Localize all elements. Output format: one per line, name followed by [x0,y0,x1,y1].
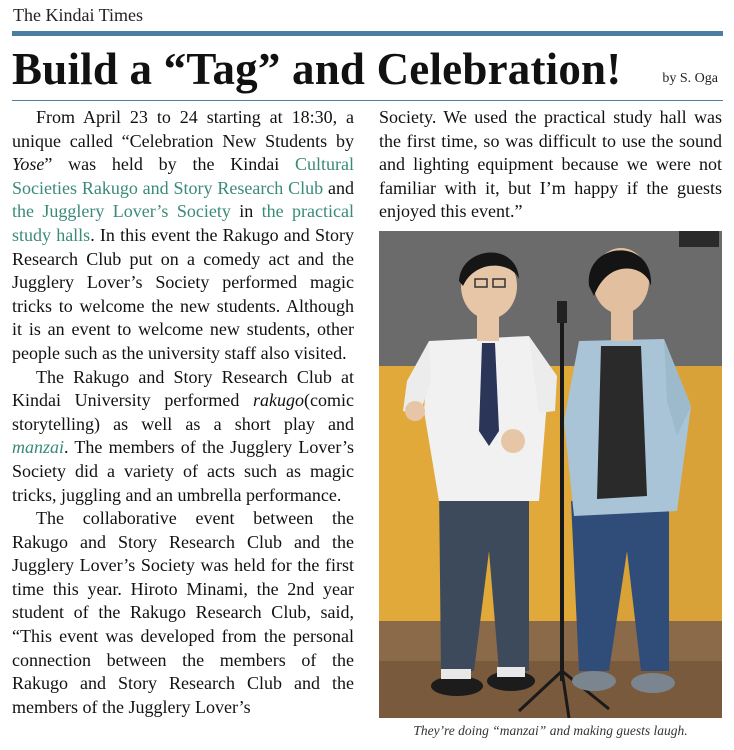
text-run: (comic storytelling) as well as a short play and [12,390,354,434]
italic-term-rakugo: rakugo [253,390,305,411]
article-column-right [379,106,722,224]
text-run: ” was held by the Kindai [44,154,295,175]
italic-term-yose: Yose [12,154,45,175]
link-jugglery-society[interactable]: the Jugglery Lover’s Society [12,201,231,222]
byline: by S. Oga [662,71,718,86]
link-manzai[interactable]: manzai [12,437,65,458]
photo-illustration [379,231,722,718]
photo-caption: They’re doing “manzai” and making guests laugh. [413,723,688,738]
text-run: in [230,201,262,222]
article-photo [379,231,722,718]
link-practical-study-halls[interactable]: the practical study halls [12,201,354,245]
text-run: From April 23 to 24 starting at 18:30, a unique called “Celebration New Students by [12,107,354,151]
article-paragraph-1 [12,106,354,366]
article-column-left [12,106,354,719]
text-run: The Rakugo and Story Research Club at Kindai University performed [12,366,354,411]
masthead-rule [12,31,723,36]
text-run: . In this event the Rakugo and Story Research Club put on a comedy act and the Jugglery Lover’s Society performed magic tricks to welcome the new students. Although it is an event to welcome new students, other people such as the university staff also visited. [12,224,354,363]
article-paragraph-4: Society. We used the practical study hall was the first time, so was difficult to use the sound and lighting equipment because we were not familiar with it, but I’m happy if the guests enjoyed this event.” [379,107,722,222]
link-cultural-societies[interactable]: Cultural Societies Rakugo and Story Research Club [12,154,354,198]
masthead: The Kindai Times [13,5,144,25]
text-run: and [323,177,354,198]
headline: Build a “Tag” and Celebration! [12,44,622,94]
headline-rule [12,100,723,101]
article-paragraph-3: The collaborative event between the Rakugo and Story Research Club and the Jugglery Lover’s Society was held for the first time this year. Hiroto Minami, the 2nd year student of the Rakugo Research Club, said, “This event was developed from the personal connection between the members of the Rakugo and Story Research Club and the members of the Jugglery Lover’s [12,508,354,717]
text-run: . The members of the Jugglery Lover’s Society did a variety of acts such as magic tricks, juggling and an umbrella performance. [12,437,354,505]
article-paragraph-2 [12,366,354,508]
